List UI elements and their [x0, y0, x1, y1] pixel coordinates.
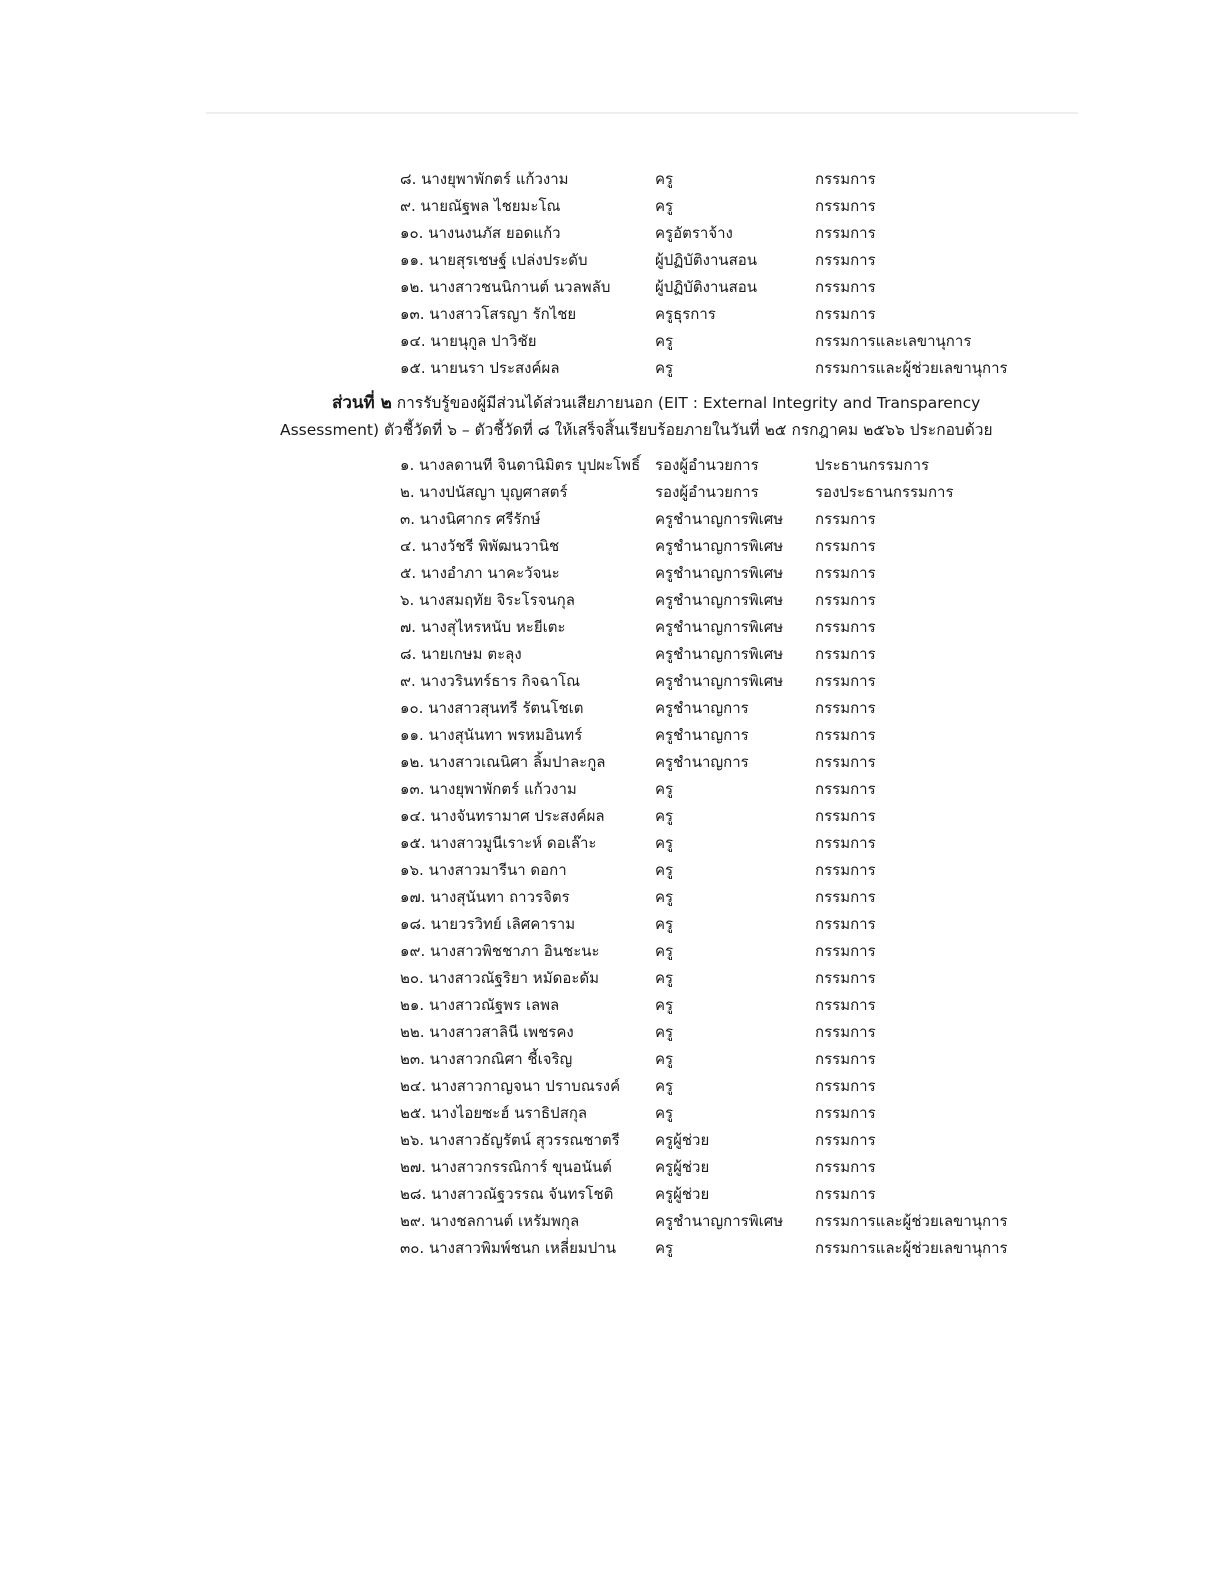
member-role: กรรมการ	[815, 969, 876, 987]
member-position: ผู้ปฏิบัติงานสอน	[655, 278, 758, 296]
member-row	[0, 1154, 1224, 1181]
member-row	[0, 1235, 1224, 1262]
member-name: ๑๕. นางสาวมูนีเราะห์ ดอเล๊าะ	[400, 834, 597, 852]
member-position: ครู	[655, 359, 674, 377]
member-position: ครูชำนาญการ	[655, 753, 749, 771]
member-row	[0, 1019, 1224, 1046]
member-name: ๙. นายณัฐพล ไชยมะโณ	[400, 197, 561, 215]
member-position: ครู	[655, 861, 674, 879]
member-role: กรรมการ	[815, 942, 876, 960]
member-position: ครู	[655, 969, 674, 987]
member-role: กรรมการ	[815, 645, 876, 663]
member-row	[0, 830, 1224, 857]
member-name: ๑๗. นางสุนันทา ถาวรจิตร	[400, 888, 570, 906]
member-position: ครู	[655, 1023, 674, 1041]
member-role: กรรมการ	[815, 170, 876, 188]
member-role: กรรมการ	[815, 537, 876, 555]
member-name: ๑๑. นางสุนันทา พรหมอินทร์	[400, 726, 583, 744]
member-name: ๒. นางปนัสญา บุญศาสตร์	[400, 483, 568, 501]
member-row	[0, 533, 1224, 560]
member-row	[0, 803, 1224, 830]
section-2-line-1: การรับรู้ของผู้มีส่วนได้ส่วนเสียภายนอก (EIT : External Integrity and Transparency	[391, 394, 981, 412]
member-position: ครู	[655, 332, 674, 350]
member-name: ๓. นางนิศากร ศรีรักษ์	[400, 510, 541, 528]
member-row	[0, 1073, 1224, 1100]
member-role: กรรมการและผู้ช่วยเลขานุการ	[815, 359, 1008, 377]
member-position: ครู	[655, 170, 674, 188]
member-row	[0, 166, 1224, 193]
member-name: ๑๐. นางนงนภัส ยอดแก้ว	[400, 224, 561, 242]
member-name: ๒๕. นางไอยซะฮ์ นราธิปสกุล	[400, 1104, 588, 1122]
member-name: ๒๗. นางสาวกรรณิการ์ ขุนอนันต์	[400, 1158, 612, 1176]
member-name: ๒๖. นางสาวธัญรัตน์ สุวรรณชาตรี	[400, 1131, 620, 1149]
member-position: ครูชำนาญการพิเศษ	[655, 1212, 784, 1230]
member-role: กรรมการและผู้ช่วยเลขานุการ	[815, 1239, 1008, 1257]
member-role: กรรมการ	[815, 1185, 876, 1203]
member-row	[0, 301, 1224, 328]
member-row	[0, 614, 1224, 641]
member-row	[0, 506, 1224, 533]
member-name: ๖. นางสมฤทัย จิระโรจนกุล	[400, 591, 575, 609]
member-role: กรรมการ	[815, 591, 876, 609]
member-role: กรรมการ	[815, 251, 876, 269]
member-position: ครูธุรการ	[655, 305, 716, 323]
member-role: กรรมการ	[815, 834, 876, 852]
member-name: ๑๑. นายสุรเชษฐ์ เปล่งประดับ	[400, 251, 588, 269]
member-name: ๒๙. นางชลกานต์ เหรัมพกุล	[400, 1212, 580, 1230]
member-name: ๒๒. นางสาวสาลินี เพชรคง	[400, 1023, 574, 1041]
committee-list-part-1	[0, 166, 1224, 382]
member-role: กรรมการ	[815, 996, 876, 1014]
member-position: รองผู้อำนวยการ	[655, 456, 759, 474]
member-position: ครูชำนาญการพิเศษ	[655, 645, 784, 663]
member-name: ๙. นางวรินทร์ธาร กิจฉาโณ	[400, 672, 581, 690]
committee-list-part-2	[0, 452, 1224, 1262]
member-row	[0, 328, 1224, 355]
member-role: กรรมการและเลขานุการ	[815, 332, 972, 350]
member-position: ครู	[655, 834, 674, 852]
member-position: ครู	[655, 1104, 674, 1122]
member-position: ครูชำนาญการพิเศษ	[655, 537, 784, 555]
member-row	[0, 274, 1224, 301]
member-name: ๗. นางสุไหรหนับ หะยีเตะ	[400, 618, 566, 636]
member-role: ประธานกรรมการ	[815, 456, 930, 474]
member-position: ครู	[655, 780, 674, 798]
member-role: กรรมการ	[815, 888, 876, 906]
member-row	[0, 1181, 1224, 1208]
member-role: กรรมการ	[815, 780, 876, 798]
member-position: ครูชำนาญการ	[655, 726, 749, 744]
member-role: กรรมการ	[815, 807, 876, 825]
member-position: ครูชำนาญการพิเศษ	[655, 672, 784, 690]
member-row	[0, 641, 1224, 668]
member-name: ๑๓. นางสาวโสรญา รักไชย	[400, 305, 577, 323]
member-position: ครูชำนาญการพิเศษ	[655, 591, 784, 609]
member-row	[0, 668, 1224, 695]
member-role: กรรมการ	[815, 305, 876, 323]
section-2-first-line	[280, 390, 1010, 417]
member-name: ๘. นายเกษม ตะลุง	[400, 645, 522, 663]
member-name: ๘. นางยุพาพักตร์ แก้วงาม	[400, 170, 569, 188]
member-position: ผู้ปฏิบัติงานสอน	[655, 251, 758, 269]
member-row	[0, 479, 1224, 506]
member-name: ๑๒. นางสาวเณนิศา ลิ้มปาละกูล	[400, 753, 606, 771]
member-name: ๑๘. นายวรวิทย์ เลิศคาราม	[400, 915, 576, 933]
member-name: ๒๑. นางสาวณัฐพร เลพล	[400, 996, 560, 1014]
member-role: กรรมการ	[815, 278, 876, 296]
member-position: ครู	[655, 915, 674, 933]
member-row	[0, 722, 1224, 749]
member-name: ๑๔. นางจันทรามาศ ประสงค์ผล	[400, 807, 605, 825]
member-role: กรรมการ	[815, 1104, 876, 1122]
section-2-paragraph	[280, 390, 1010, 444]
member-position: รองผู้อำนวยการ	[655, 483, 759, 501]
member-role: กรรมการ	[815, 197, 876, 215]
member-name: ๑๐. นางสาวสุนทรี รัตนโชเต	[400, 699, 584, 717]
section-2-heading: ส่วนที่ ๒	[332, 393, 392, 413]
member-position: ครู	[655, 942, 674, 960]
member-row	[0, 1100, 1224, 1127]
member-position: ครู	[655, 197, 674, 215]
member-role: รองประธานกรรมการ	[815, 483, 954, 501]
member-role: กรรมการ	[815, 1050, 876, 1068]
member-name: ๓๐. นางสาวพิมพ์ชนก เหลี่ยมปาน	[400, 1239, 616, 1257]
member-row	[0, 695, 1224, 722]
member-row	[0, 193, 1224, 220]
member-name: ๒๘. นางสาวณัฐวรรณ จันทรโชติ	[400, 1185, 614, 1203]
member-position: ครูชำนาญการพิเศษ	[655, 564, 784, 582]
member-row	[0, 247, 1224, 274]
member-name: ๑. นางลดานที จินดานิมิตร บุปผะโพธิ์	[400, 456, 641, 474]
member-name: ๕. นางอำภา นาคะวัจนะ	[400, 564, 560, 582]
member-position: ครู	[655, 1050, 674, 1068]
member-role: กรรมการ	[815, 1131, 876, 1149]
member-role: กรรมการ	[815, 753, 876, 771]
member-name: ๔. นางวัชรี พิพัฒนวานิช	[400, 537, 560, 555]
member-position: ครู	[655, 1239, 674, 1257]
member-position: ครูผู้ช่วย	[655, 1185, 710, 1203]
member-name: ๑๓. นางยุพาพักตร์ แก้วงาม	[400, 780, 577, 798]
member-row	[0, 857, 1224, 884]
member-position: ครูผู้ช่วย	[655, 1158, 710, 1176]
member-role: กรรมการ	[815, 1023, 876, 1041]
member-row	[0, 220, 1224, 247]
member-row	[0, 992, 1224, 1019]
member-role: กรรมการ	[815, 861, 876, 879]
member-position: ครูชำนาญการพิเศษ	[655, 510, 784, 528]
member-row	[0, 749, 1224, 776]
member-row	[0, 884, 1224, 911]
member-row	[0, 1046, 1224, 1073]
page-top-divider	[206, 112, 1078, 114]
member-row	[0, 1208, 1224, 1235]
member-role: กรรมการ	[815, 564, 876, 582]
member-row	[0, 911, 1224, 938]
member-name: ๒๓. นางสาวกณิศา ชี้เจริญ	[400, 1050, 573, 1068]
member-row	[0, 776, 1224, 803]
member-row	[0, 587, 1224, 614]
member-row	[0, 1127, 1224, 1154]
member-role: กรรมการ	[815, 672, 876, 690]
member-position: ครูผู้ช่วย	[655, 1131, 710, 1149]
member-position: ครู	[655, 1077, 674, 1095]
member-name: ๑๕. นายนรา ประสงค์ผล	[400, 359, 560, 377]
member-name: ๑๖. นางสาวมารีนา ดอกา	[400, 861, 567, 879]
member-role: กรรมการ	[815, 915, 876, 933]
member-row	[0, 452, 1224, 479]
member-name: ๑๙. นางสาวพิชชาภา อินชะนะ	[400, 942, 600, 960]
section-2-line-2: Assessment) ตัวชี้วัดที่ ๖ – ตัวชี้วัดที่ ๘ ให้เสร็จสิ้นเรียบร้อยภายในวันที่ ๒๕ กรกฎาคม ๒๕๖๖ ประกอบด้วย	[280, 421, 993, 439]
member-role: กรรมการ	[815, 1158, 876, 1176]
member-role: กรรมการ	[815, 1077, 876, 1095]
member-row	[0, 560, 1224, 587]
member-role: กรรมการ	[815, 726, 876, 744]
member-position: ครูอัตราจ้าง	[655, 224, 733, 242]
member-position: ครูชำนาญการพิเศษ	[655, 618, 784, 636]
member-position: ครู	[655, 888, 674, 906]
member-name: ๑๔. นายนุกูล ปาวิชัย	[400, 332, 537, 350]
member-name: ๒๐. นางสาวณัฐริยา หมัดอะดัม	[400, 969, 600, 987]
member-name: ๒๔. นางสาวกาญจนา ปราบณรงค์	[400, 1077, 621, 1095]
member-position: ครูชำนาญการ	[655, 699, 749, 717]
member-role: กรรมการและผู้ช่วยเลขานุการ	[815, 1212, 1008, 1230]
member-role: กรรมการ	[815, 510, 876, 528]
member-position: ครู	[655, 996, 674, 1014]
member-position: ครู	[655, 807, 674, 825]
member-role: กรรมการ	[815, 618, 876, 636]
member-row	[0, 355, 1224, 382]
member-role: กรรมการ	[815, 699, 876, 717]
member-row	[0, 938, 1224, 965]
member-name: ๑๒. นางสาวชนนิกานต์ นวลพลับ	[400, 278, 611, 296]
member-row	[0, 965, 1224, 992]
member-role: กรรมการ	[815, 224, 876, 242]
